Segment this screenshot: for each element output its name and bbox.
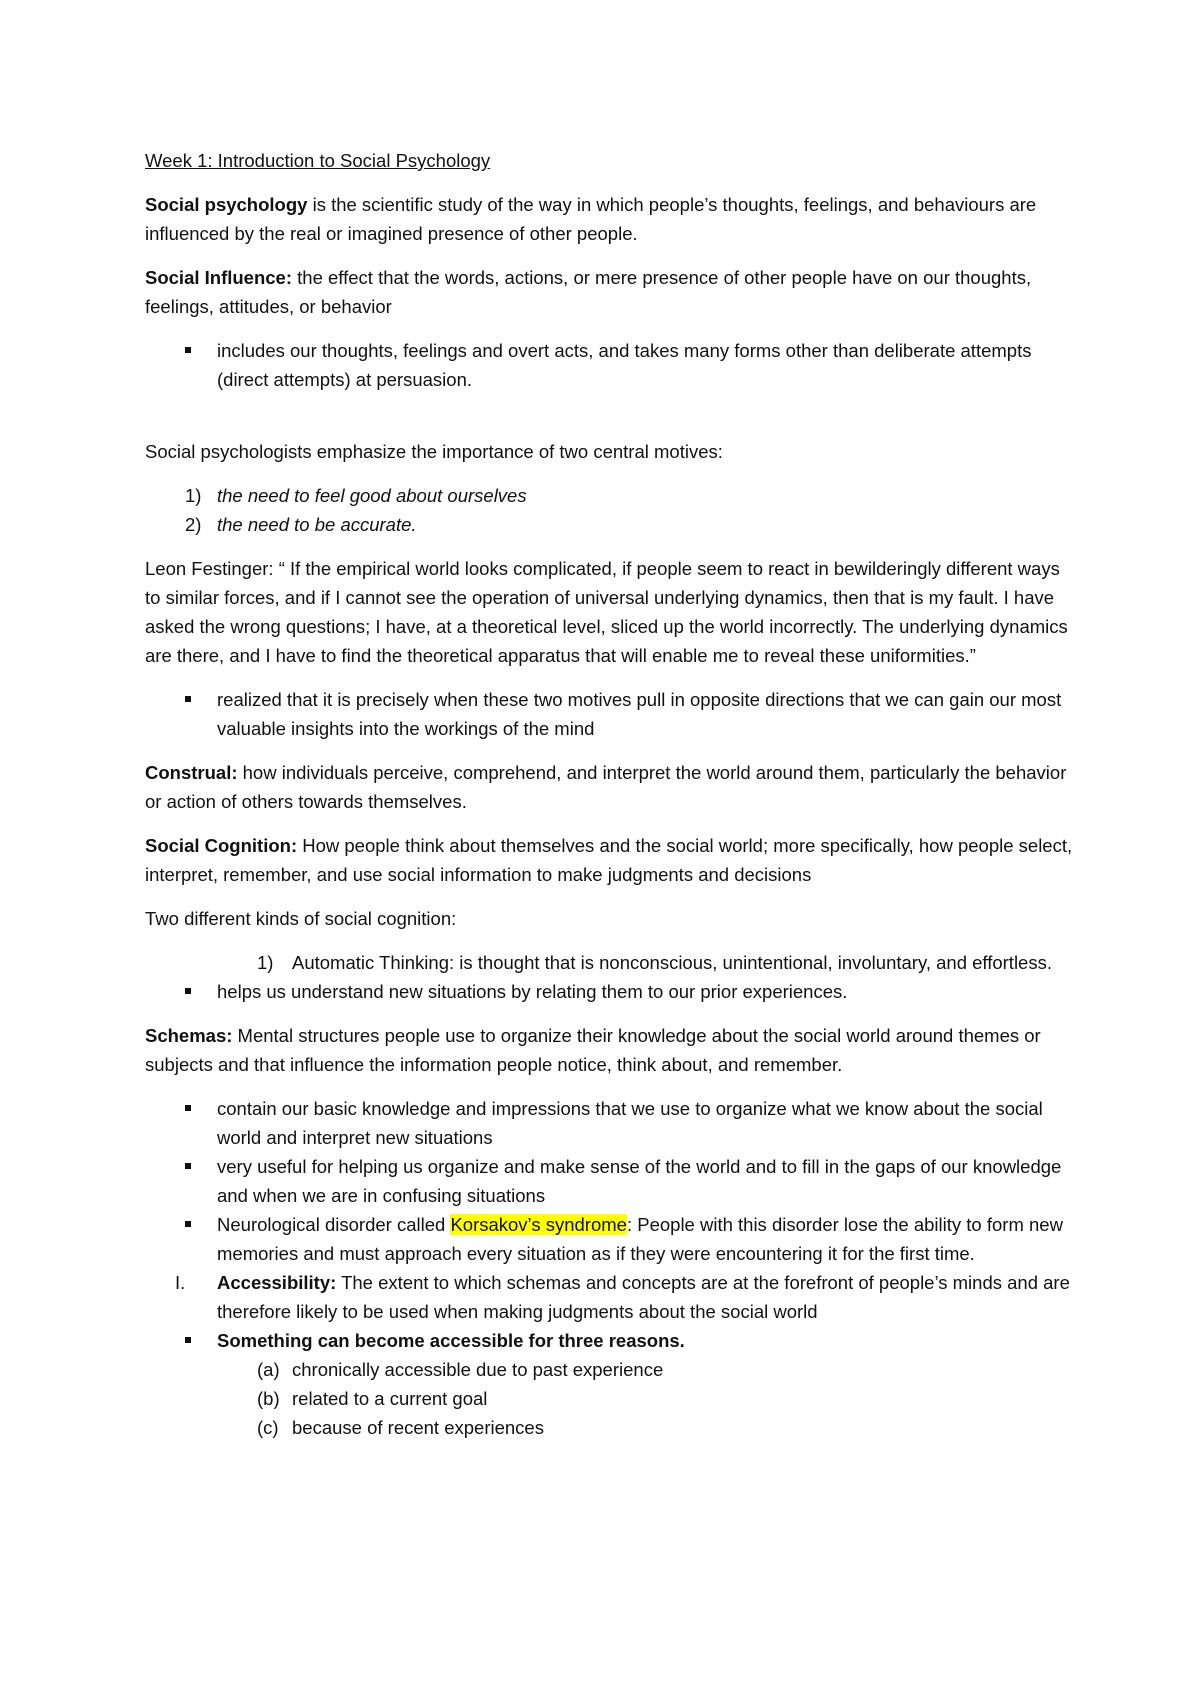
spacer — [145, 409, 1075, 437]
list-item-text: because of recent experiences — [292, 1417, 544, 1438]
numbered-list-motives — [145, 481, 1075, 539]
bullet-icon — [185, 1221, 191, 1227]
highlighted-term: Korsakov’s syndrome — [450, 1214, 627, 1235]
term-social-psychology: Social psychology — [145, 194, 308, 215]
bullet-icon — [185, 1105, 191, 1111]
list-number: (a) — [257, 1359, 280, 1380]
list-item — [145, 1326, 1075, 1355]
list-number: 2) — [185, 514, 202, 535]
definition-text: Mental structures people use to organize their knowledge about the social world around themes or subjects and that influence the information people notice, think about, and remember. — [145, 1025, 1041, 1075]
list-item — [145, 685, 1075, 743]
document-body — [145, 146, 1075, 1457]
list-number: (c) — [257, 1417, 279, 1438]
list-item — [145, 948, 1075, 977]
paragraph-social-cognition — [145, 831, 1075, 889]
list-item-text: realized that it is precisely when these two motives pull in opposite directions that we can gain our most valuable insights into the workings of the mind — [217, 689, 1062, 739]
bullet-list-accessibility — [145, 1326, 1075, 1355]
numbered-list-kinds — [145, 948, 1075, 977]
list-item-text: related to a current goal — [292, 1388, 488, 1409]
page-title: Week 1: Introduction to Social Psychology — [145, 150, 491, 171]
bullet-list-schemas — [145, 1094, 1075, 1268]
list-item-text: the need to feel good about ourselves — [217, 485, 527, 506]
list-item-text: includes our thoughts, feelings and overt acts, and takes many forms other than deliberate attempts (direct attempts) at persuasion. — [217, 340, 1032, 390]
list-item — [145, 481, 1075, 510]
list-item — [145, 510, 1075, 539]
list-item-text: Neurological disorder called — [217, 1214, 451, 1235]
list-item — [145, 1210, 1075, 1268]
roman-list — [145, 1268, 1075, 1326]
term-social-cognition: Social Cognition: — [145, 835, 298, 856]
term-social-influence: Social Influence: — [145, 267, 293, 288]
term-accessibility: Accessibility: — [217, 1272, 337, 1293]
definition-text: is the scientific study of the way in which people’s thoughts, feelings, and behaviours are influenced by the real or imagined presence of other people. — [145, 194, 1037, 244]
bullet-icon — [185, 988, 191, 994]
list-item-text: : People with this disorder lose the ability to form new memories and must approach every situation as if they were encountering it for the first time. — [217, 1214, 1063, 1264]
list-item — [145, 1413, 1075, 1442]
list-item — [145, 1355, 1075, 1384]
list-number: 1) — [257, 952, 274, 973]
bullet-icon — [185, 696, 191, 702]
list-item-text: contain our basic knowledge and impressions that we use to organize what we know about the social world and interpret new situations — [217, 1098, 1043, 1148]
list-item-text: the need to be accurate. — [217, 514, 417, 535]
paragraph-motives-intro: Social psychologists emphasize the importance of two central motives: — [145, 441, 723, 462]
list-item-text: very useful for helping us organize and make sense of the world and to fill in the gaps of our knowledge and when we are in confusing situations — [217, 1156, 1062, 1206]
definition-text: how individuals perceive, comprehend, and interpret the world around them, particularly the behavior or action of others towards themselves. — [145, 762, 1067, 812]
definition-text: How people think about themselves and the social world; more specifically, how people select, interpret, remember, and use social information to make judgments and decisions — [145, 835, 1073, 885]
list-item — [145, 1152, 1075, 1210]
bullet-list-influence — [145, 336, 1075, 394]
list-item-text: Something can become accessible for three reasons. — [217, 1330, 685, 1351]
bullet-icon — [185, 1337, 191, 1343]
paragraph-schemas — [145, 1021, 1075, 1079]
list-item-text: Automatic Thinking: is thought that is nonconscious, unintentional, involuntary, and effortless. — [292, 952, 1052, 973]
bullet-icon — [185, 1163, 191, 1169]
definition-text: the effect that the words, actions, or mere presence of other people have on our thoughts, feelings, attitudes, or behavior — [145, 267, 1032, 317]
term-construal: Construal: — [145, 762, 238, 783]
list-item — [145, 977, 1075, 1006]
paragraph-social-influence — [145, 263, 1075, 321]
list-item-text: chronically accessible due to past experience — [292, 1359, 664, 1380]
list-item — [145, 1094, 1075, 1152]
definition-text: The extent to which schemas and concepts are at the forefront of people’s minds and are therefore likely to be used when making judgments about the social world — [217, 1272, 1070, 1322]
list-number: (b) — [257, 1388, 280, 1409]
list-number: I. — [175, 1272, 186, 1293]
list-item — [145, 1384, 1075, 1413]
paragraph-construal — [145, 758, 1075, 816]
paragraph-social-psychology — [145, 190, 1075, 248]
term-schemas: Schemas: — [145, 1025, 233, 1046]
bullet-list-automatic — [145, 977, 1075, 1006]
list-item — [145, 1268, 1075, 1326]
list-item — [145, 336, 1075, 394]
lettered-list-reasons — [145, 1355, 1075, 1442]
bullet-list-festinger — [145, 685, 1075, 743]
list-item-text: helps us understand new situations by relating them to our prior experiences. — [217, 981, 848, 1002]
paragraph-cognition-kinds: Two different kinds of social cognition: — [145, 908, 457, 929]
paragraph-festinger-quote: Leon Festinger: “ If the empirical world looks complicated, if people seem to react in bewilderingly different ways to similar forces, and if I cannot see the operation of universal underlying dynamics, then that is my fault. I have asked the wrong questions; I have, at a theoretical level, sliced up the world incorrectly. The underlying dynamics are there, and I have to find the theoretical apparatus that will enable me to reveal these uniformities.” — [145, 558, 1068, 666]
bullet-icon — [185, 347, 191, 353]
list-number: 1) — [185, 485, 202, 506]
